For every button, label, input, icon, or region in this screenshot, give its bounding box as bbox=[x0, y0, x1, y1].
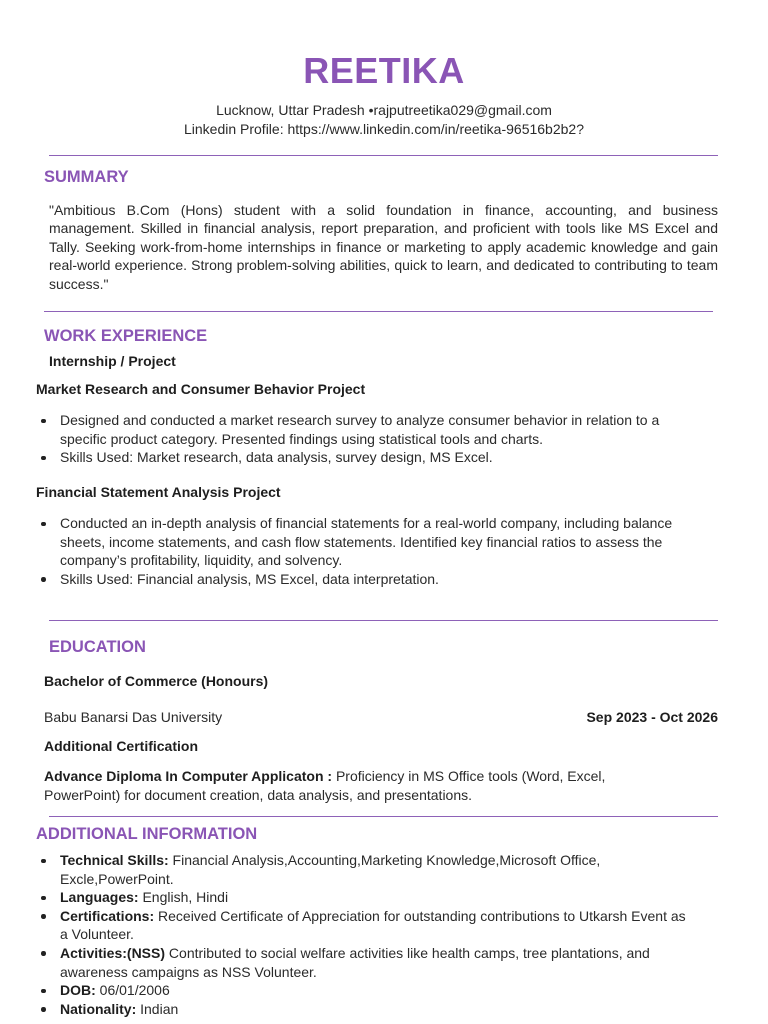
degree: Bachelor of Commerce (Honours) bbox=[44, 673, 269, 689]
linkedin-line: Linkedin Profile: https://www.linkedin.com/in/reetika-96516b2b2? bbox=[183, 121, 584, 137]
certification-text bbox=[44, 767, 684, 804]
list-item bbox=[36, 851, 696, 888]
list-item: Skills Used: Financial analysis, MS Excel, data interpretation. bbox=[36, 570, 696, 589]
additional-info-heading: ADDITIONAL INFORMATION bbox=[36, 825, 258, 843]
item-text: Financial Analysis,Accounting,Marketing Knowledge,Microsoft Office, Excle,PowerPoint. bbox=[60, 852, 601, 887]
item-label: Technical Skills: bbox=[60, 852, 169, 868]
project-bullets bbox=[36, 514, 696, 588]
university: Babu Banarsi Das University bbox=[44, 709, 223, 725]
item-text: Indian bbox=[136, 1000, 179, 1017]
item-text: Contributed to social welfare activities like health camps, tree plantations, and awareness campaigns as NSS Volunteer. bbox=[60, 944, 650, 980]
contact-line: Lucknow, Uttar Pradesh •rajputreetika029@gmail.com bbox=[216, 102, 552, 118]
list-item: Conducted an in-depth analysis of financial statements for a real-world company, including balance sheets, income statements, and cash flow statements. Identified key financial ratios to assess the company’s profitability, liquidity, and solvency. bbox=[36, 514, 696, 570]
certification-label: Advance Diploma In Computer Applicaton : bbox=[44, 768, 333, 784]
divider bbox=[49, 155, 718, 156]
project-title: Market Research and Consumer Behavior Project bbox=[36, 381, 366, 397]
work-subtitle: Internship / Project bbox=[49, 353, 176, 369]
list-item: Skills Used: Market research, data analysis, survey design, MS Excel. bbox=[36, 448, 696, 467]
work-experience-heading: WORK EXPERIENCE bbox=[44, 327, 208, 345]
item-text: 06/01/2006 bbox=[95, 982, 170, 999]
list-item bbox=[36, 944, 696, 981]
candidate-name: REETIKA bbox=[303, 50, 465, 91]
summary-heading: SUMMARY bbox=[44, 168, 129, 186]
item-label: Activities:(NSS) bbox=[60, 944, 166, 961]
list-item bbox=[36, 888, 696, 907]
item-label: Languages: bbox=[60, 889, 139, 906]
divider bbox=[44, 311, 713, 312]
item-text: English, Hindi bbox=[138, 889, 229, 906]
list-item bbox=[36, 907, 696, 944]
divider bbox=[49, 620, 718, 621]
summary-text: "Ambitious B.Com (Hons) student with a solid foundation in finance, accounting, and business management. Skilled in financial analysis, report preparation, and proficient with tools like MS Excel and Tally. Seeking work-from-home internships in finance or marketing to apply academic knowledge and gain real-world experience. Strong problem-solving abilities, quick to learn, and dedicated to contributing to team success." bbox=[49, 202, 718, 292]
list-item: Designed and conducted a market research survey to analyze consumer behavior in relation to a specific product category. Presented findings using statistical tools and charts. bbox=[36, 411, 696, 448]
list-item bbox=[36, 981, 696, 1000]
certification-heading: Additional Certification bbox=[44, 738, 198, 754]
additional-info-list bbox=[36, 851, 696, 1018]
item-label: DOB: bbox=[60, 982, 96, 999]
education-heading: EDUCATION bbox=[49, 638, 146, 656]
divider bbox=[49, 816, 718, 817]
item-label: Certifications: bbox=[60, 907, 155, 924]
item-text: Received Certificate of Appreciation for outstanding contributions to Utkarsh Event as a Volunteer. bbox=[60, 907, 686, 943]
certification-description: Proficiency in MS Office tools (Word, Excel, PowerPoint) for document creation, data analysis, and presentations. bbox=[44, 768, 606, 803]
project-bullets bbox=[36, 411, 696, 467]
list-item bbox=[36, 1000, 696, 1019]
education-dates: Sep 2023 - Oct 2026 bbox=[586, 709, 718, 725]
project-title: Financial Statement Analysis Project bbox=[36, 484, 281, 500]
item-label: Nationality: bbox=[60, 1000, 137, 1017]
